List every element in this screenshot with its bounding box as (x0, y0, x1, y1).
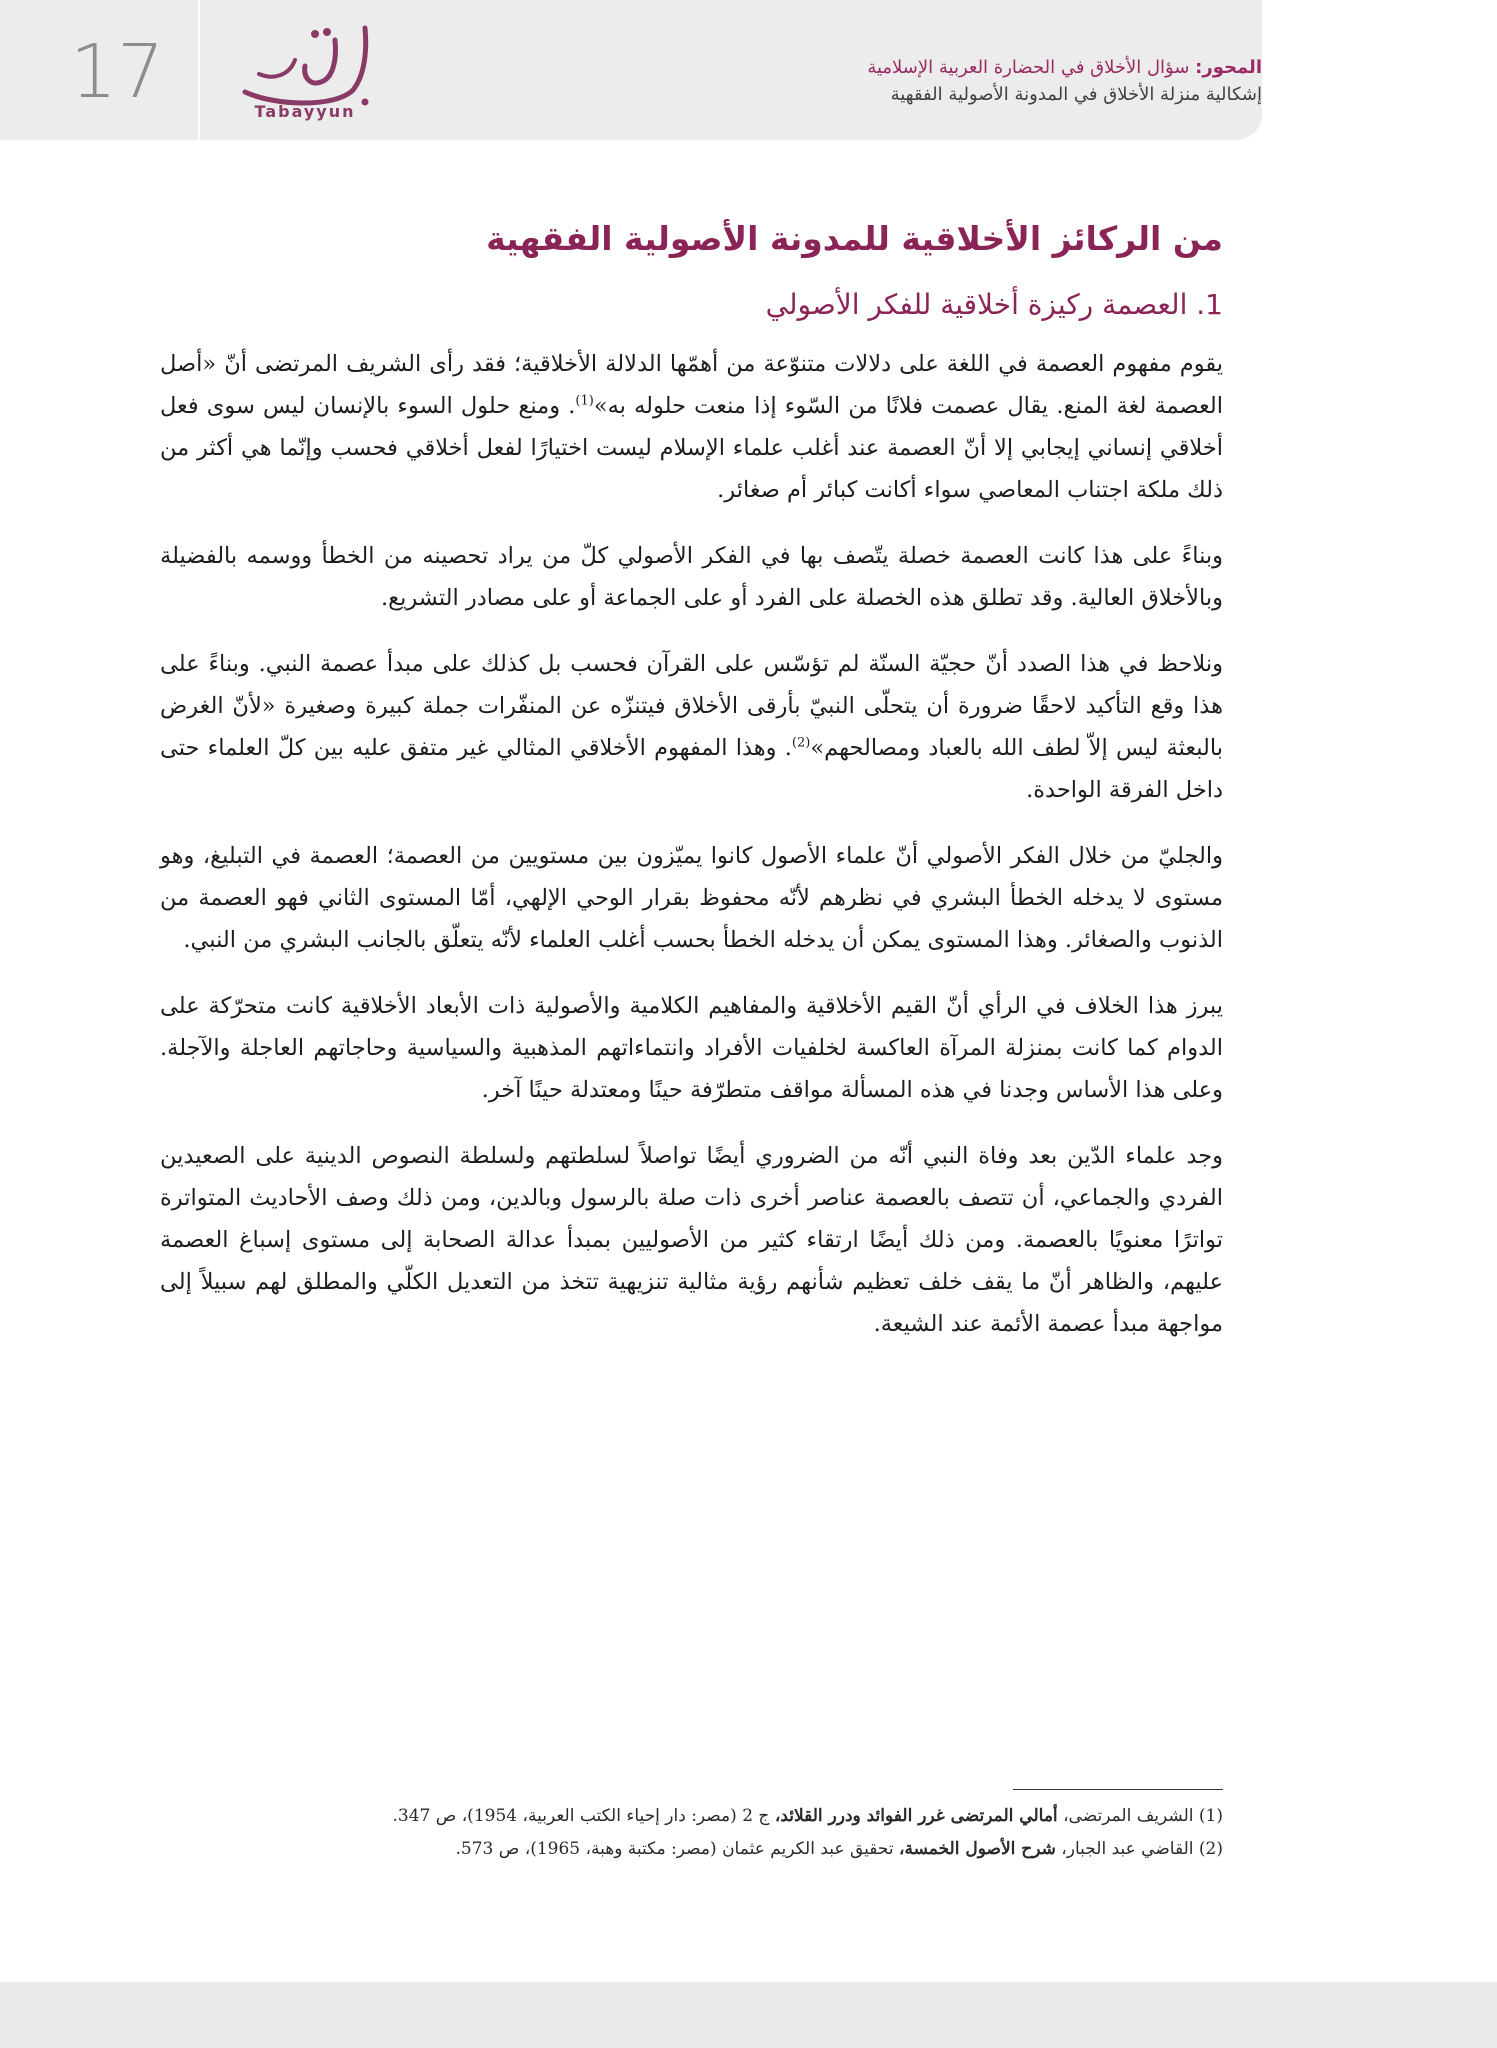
paragraph-1-part-b: . ومنع حلول السوء بالإنسان ليس سوى فعل أخلاقي إنساني إيجابي إلا أنّ العصمة عند أغلب علماء الإسلام ليست اختيارًا لفعل أخلاقي فحسب وإنّما هي أكثر من ذلك ملكة اجتناب المعاصي سواء أكانت كبائر أم صغائر. (160, 393, 1223, 503)
axis-line (542, 54, 1262, 81)
header-divider (198, 0, 200, 140)
footnote-ref-1[interactable]: (1) (575, 393, 594, 409)
section-title: من الركائز الأخلاقية للمدونة الأصولية الفقهية (486, 219, 1223, 258)
footnote-2 (160, 1833, 1223, 1866)
paragraph-3-part-b: . وهذا المفهوم الأخلاقي المثالي غير متفق عليه بين كلّ العلماء حتى داخل الفرقة الواحدة. (160, 735, 1223, 803)
axis-label: المحور: (1195, 57, 1262, 78)
footnote-2-details: تحقيق عبد الكريم عثمان (مصر: مكتبة وهبة، 1965)، ص 573. (455, 1839, 894, 1859)
article-body (160, 205, 1223, 1369)
paragraph-3-part-a: ونلاحظ في هذا الصدد أنّ حجيّة السنّة لم تؤسّس على القرآن فحسب بل كذلك على مبدأ عصمة النبي. وبناءً على هذا وقع التأكيد لاحقًا ضرورة أن يتحلّى النبيّ بأرقى الأخلاق فيتنزّه عن المنفّرات جملة كبيرة وصغيرة «لأنّ الغرض بالبعثة ليس إلاّ لطف الله بالعباد ومصالحهم» (160, 651, 1223, 761)
tabayyun-logo (215, 20, 395, 130)
footnote-1-author: الشريف المرتضى، (1063, 1806, 1194, 1826)
paragraph-2: وبناءً على هذا كانت العصمة خصلة يتّصف بها في الفكر الأصولي كلّ من يراد تحصينه من الخطأ ووسمه بالفضيلة وبالأخلاق العالية. وقد تطلق هذه الخصلة على الفرد أو على الجماعة أو على مصادر التشريع. (160, 543, 1223, 611)
axis-title: سؤال الأخلاق في الحضارة العربية الإسلامية (867, 57, 1190, 78)
footnote-ref-2[interactable]: (2) (791, 735, 811, 751)
footnote-1-title: أمالي المرتضى غرر الفوائد ودرر القلائد، (774, 1806, 1058, 1826)
paragraph-3 (160, 643, 1223, 811)
paragraph-6: وجد علماء الدّين بعد وفاة النبي أنّه من الضروري أيضًا تواصلاً لسلطتهم ولسلطة النصوص الدينية على الصعيدين الفردي والجماعي، أن تتصف بالعصمة عناصر أخرى ذات صلة بالرسول وبالدين، ومن ذلك وصف الأحاديث المتواترة تواترًا معنويًا بالعصمة. ومن ذلك أيضًا ارتقاء كثير من الأصوليين بمبدأ عدالة الصحابة إلى مستوى إسباغ العصمة عليهم، والظاهر أنّ ما يقف خلف تعظيم شأنهم رؤية مثالية تنزيهية تتخذ من التعديل الكلّي والمطلق لهم سبيلاً إلى مواجهة مبدأ عصمة الأئمة عند الشيعة. (160, 1143, 1223, 1337)
footnote-2-number: (2) (1198, 1839, 1223, 1859)
footnotes (160, 1800, 1223, 1866)
tabayyun-logo-mark (215, 20, 395, 110)
footnote-2-title: شرح الأصول الخمسة، (898, 1839, 1056, 1859)
footer-band (0, 1982, 1497, 2048)
paragraph-4: والجليّ من خلال الفكر الأصولي أنّ علماء الأصول كانوا يميّزون بين مستويين من العصمة؛ العصمة في التبليغ، وهو مستوى لا يدخله الخطأ البشري في نظرهم لأنّه محفوظ بقرار الوحي الإلهي، أمّا المستوى الثاني فهو العصمة من الذنوب والصغائر. وهذا المستوى يمكن أن يدخله الخطأ بحسب أغلب العلماء لأنّه يتعلّق بالجانب البشري من النبي. (160, 843, 1223, 953)
header-running-title (542, 54, 1262, 108)
subsection-title: 1. العصمة ركيزة أخلاقية للفكر الأصولي (765, 288, 1223, 321)
paragraph-5: يبرز هذا الخلاف في الرأي أنّ القيم الأخلاقية والمفاهيم الكلامية والأصولية ذات الأبعاد الأخلاقية كانت متحرّكة على الدوام كما كانت بمنزلة المرآة العاكسة لخلفيات الأفراد وانتماءاتهم المذهبية والسياسية وحاجاتهم العاجلة والآجلة. وعلى هذا الأساس وجدنا في هذه المسألة مواقف متطرّفة حينًا ومعتدلة حينًا آخر. (160, 993, 1223, 1103)
paragraph-1-part-a: يقوم مفهوم العصمة في اللغة على دلالات متنوّعة من أهمّها الدلالة الأخلاقية؛ فقد رأى الشريف المرتضى أنّ «أصل العصمة لغة المنع. يقال عصمت فلانًا من السّوء إذا منعت حلوله به» (160, 351, 1223, 419)
footnote-1-number: (1) (1198, 1806, 1223, 1826)
topic-line: إشكالية منزلة الأخلاق في المدونة الأصولية الفقهية (890, 84, 1262, 105)
footnote-separator (1013, 1789, 1223, 1790)
footnote-1-details: ج 2 (مصر: دار إحياء الكتب العربية، 1954)، ص 347. (392, 1806, 770, 1826)
page-number: 17 (70, 29, 165, 115)
paragraph-1 (160, 343, 1223, 511)
footnote-1 (160, 1800, 1223, 1833)
logo-latin-text: Tabayyun (254, 102, 356, 121)
footnote-2-author: القاضي عبد الجبار، (1061, 1839, 1194, 1859)
